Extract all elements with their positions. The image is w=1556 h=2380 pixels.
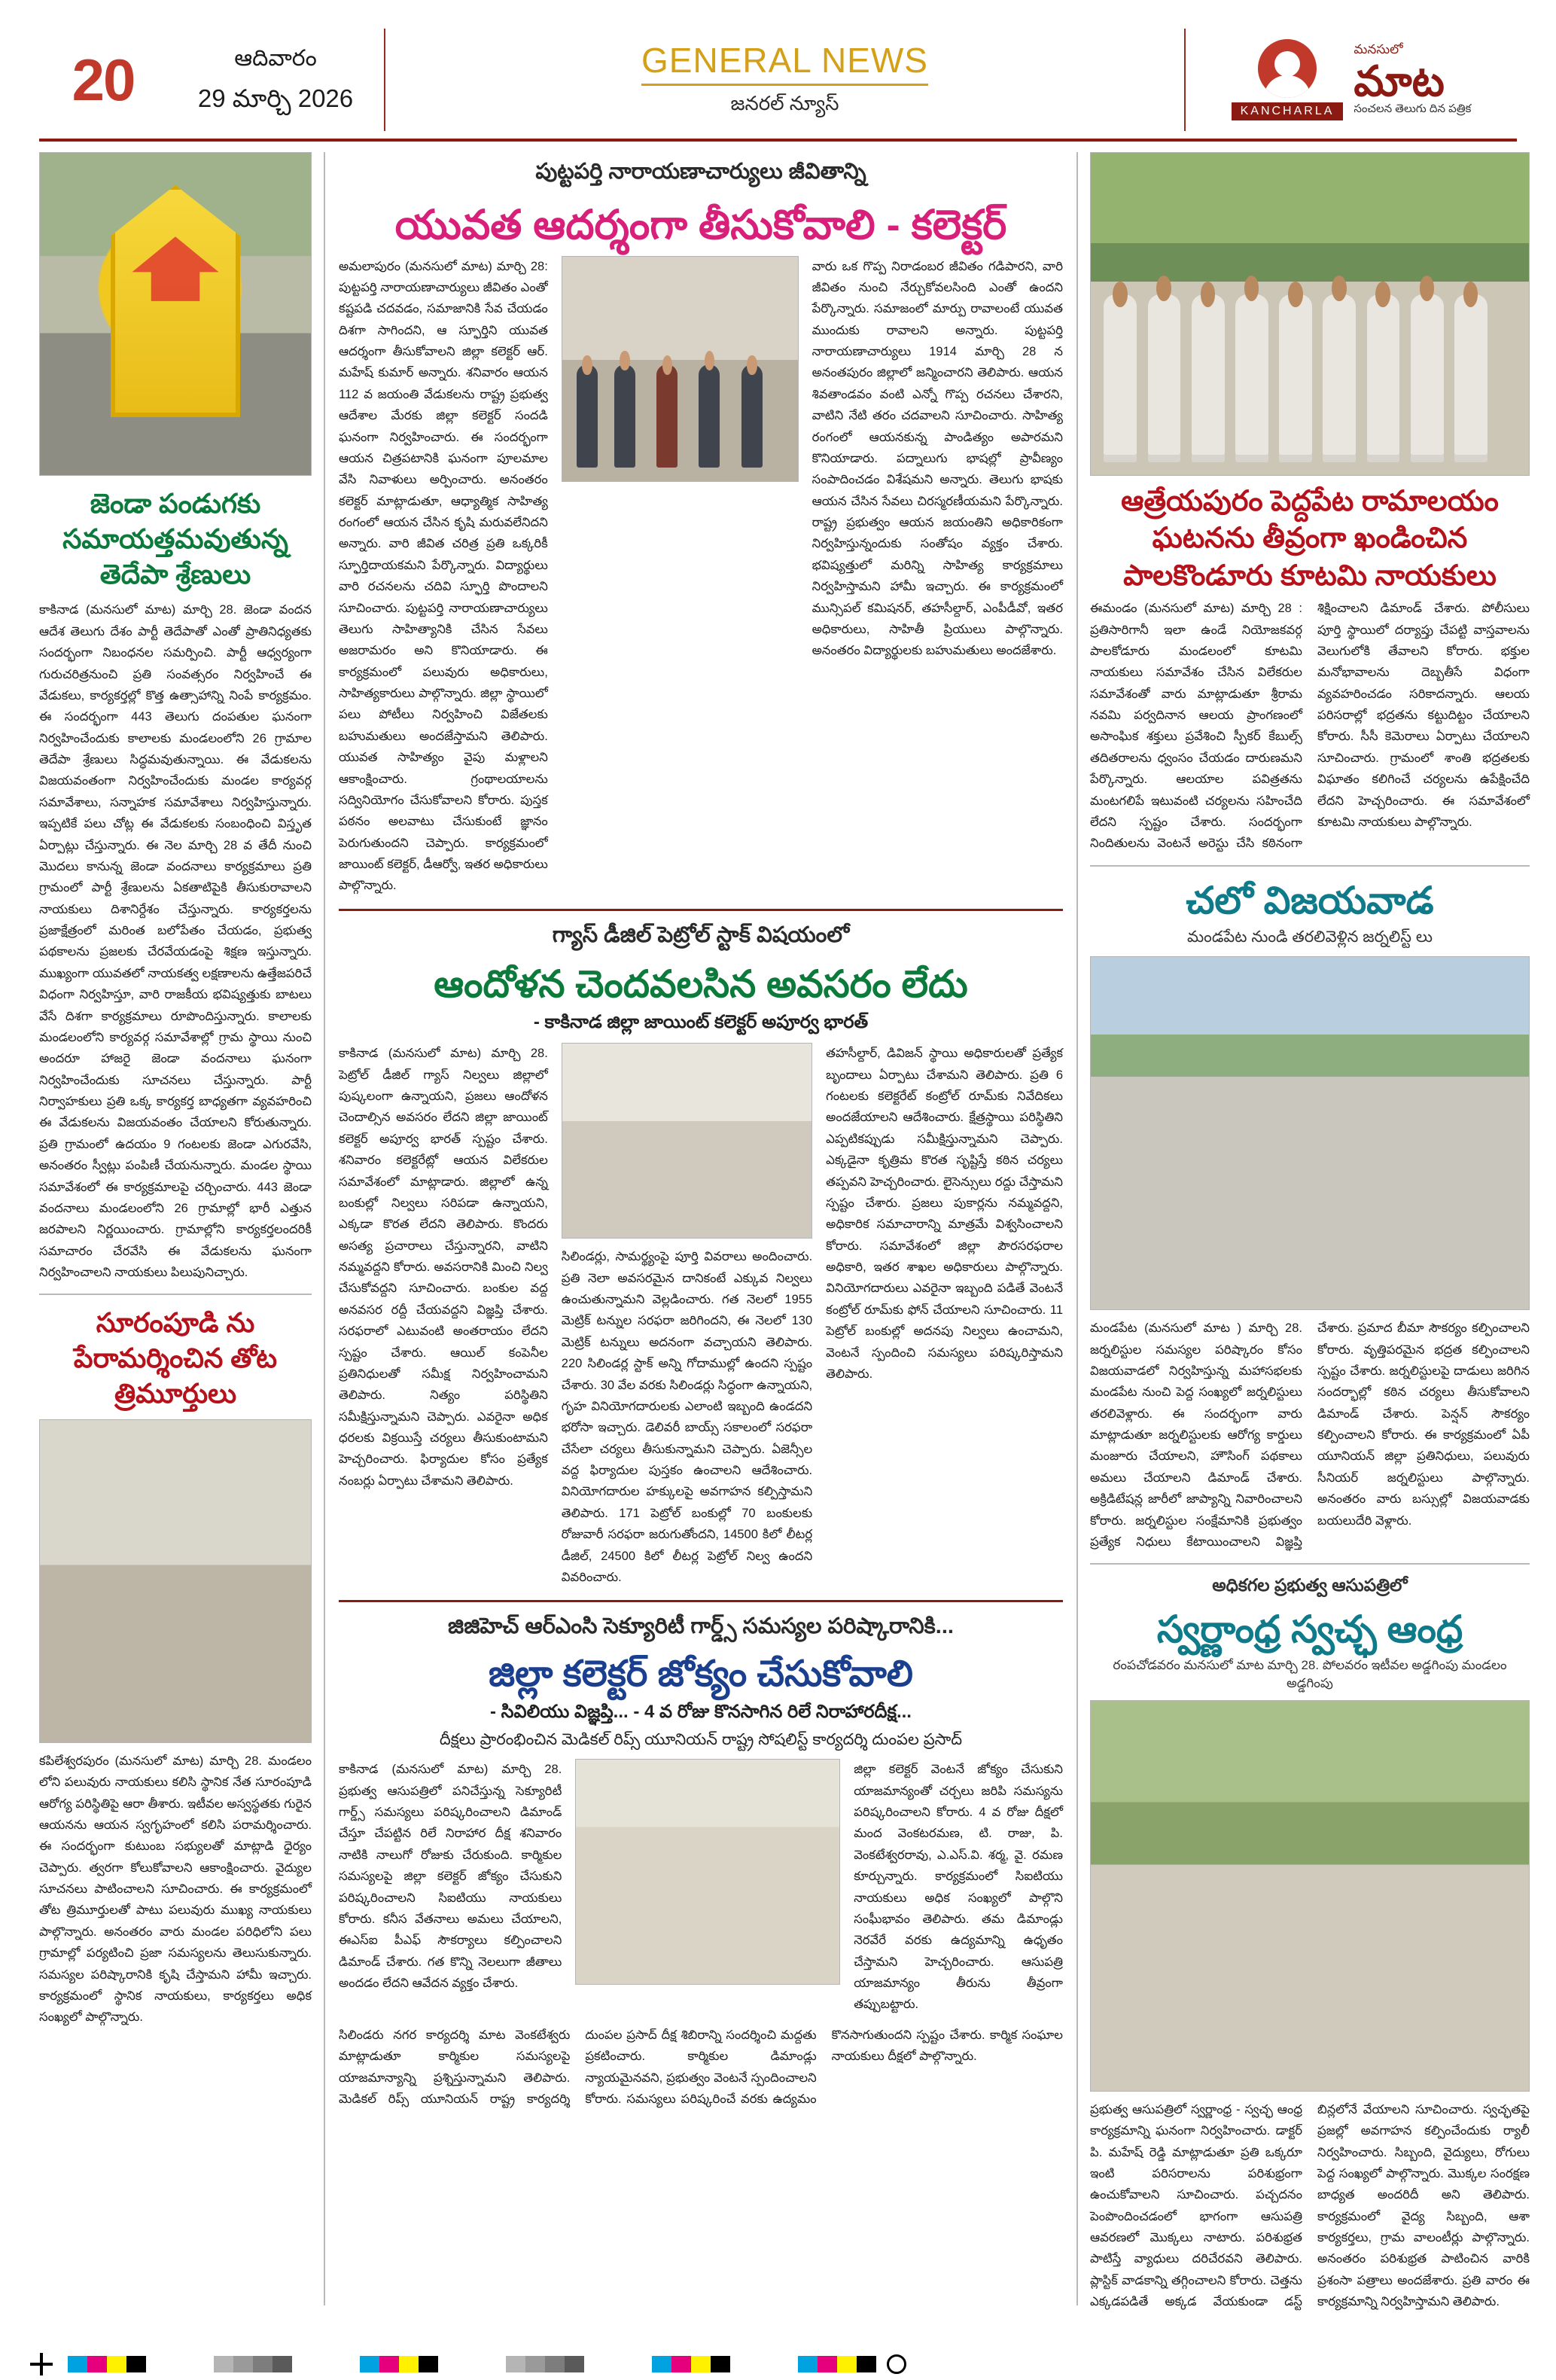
- right-body-3: ప్రభుత్వ ఆసుపత్రిలో స్వర్ణాంధ్ర - స్వచ్ఛ ఆంధ్ర కార్యక్రమాన్ని ఘనంగా నిర్వహించారు. డాక్టర్ పి. మహేష్ రెడ్డి మాట్లాడుతూ ప్రతి ఒక్కరూ ఇంటి పరిసరాలను పరిశుభ్రంగా ఉంచుకోవాలని సూచించారు. పచ్చదనం పెంపొందించడంలో భాగంగా ఆసుపత్రి ఆవరణలో మొక్కలు నాటారు. పరిశుభ్రత పాటిస్తే వ్యాధులు దరిచేరవని తెలిపారు. ప్లాస్టిక్ వాడకాన్ని తగ్గించాలని కోరారు. చెత్తను ఎక్కడపడితే అక్కడ వేయకుండా డస్ట్ బిన్లలోనే వేయాలని సూచించారు. స్వచ్ఛతపై ప్రజల్లో అవగాహన కల్పించేందుకు ర్యాలీ నిర్వహించారు. సిబ్బంది, వైద్యులు, రోగులు పెద్ద సంఖ్యలో పాల్గొన్నారు. మొక్కల సంరక్షణ బాధ్యత అందరిదీ అని తెలిపారు. కార్యక్రమంలో వైద్య సిబ్బంది, ఆశా కార్యకర్తలు, గ్రామ వాలంటీర్లు పాల్గొన్నారు. అనంతరం పరిశుభ్రత పాటించిన వారికి ప్రశంసా పత్రాలు అందజేశారు. ప్రతి వారం ఈ కార్యక్రమాన్ని నిర్వహిస్తామని తెలిపారు.: [1090, 2102, 1530, 2309]
- right-column: [1078, 152, 1530, 2309]
- story3-sub1: - సివిలియు విజ్ఞప్తి... - 4 వ రోజు కొనసాగిన రిలే నిరాహారదీక్ష...: [490, 1702, 912, 1723]
- section-title: [385, 29, 1186, 131]
- section-title-english: GENERAL NEWS: [641, 40, 928, 86]
- story3-col2: సిలిండరు నగర కార్యదర్శి మాట వెంకటేశ్వరు మాట్లాడుతూ కార్మికుల సమస్యలపై యాజమాన్యాన్ని ప్రశ్నిస్తున్నామని తెలిపారు. మెడికల్ రిప్స్ యూనియన్ రాష్ట్ర కార్యదర్శి దుంపల ప్రసాద్ దీక్ష శిబిరాన్ని సందర్శించి మద్దతు ప్రకటించారు. కార్మికుల డిమాండ్లు న్యాయమైనవని, ప్రభుత్వం వెంటనే స్పందించాలని కోరారు. సమస్యలు పరిష్కరించే వరకు ఉద్యమం కొనసాగుతుందని స్పష్టం చేశారు. కార్మిక సంఘాల నాయకులు దీక్షలో పాల్గొన్నారు.: [339, 2028, 1063, 2106]
- publication-date: [167, 29, 385, 131]
- right-body-2: మండపేట (మనసులో మాట ) మార్చి 28. జర్నలిస్టుల సమస్యల పరిష్కారం కోసం విజయవాడలో నిర్వహిస్తున్న మహాసభలకు మండపేట నుంచి పెద్ద సంఖ్యలో జర్నలిస్టులు తరలివెళ్లారు. ఈ సందర్భంగా వారు మాట్లాడుతూ జర్నలిస్టులకు ఆరోగ్య కార్డులు మంజూరు చేయాలని, హౌసింగ్ పథకాలు అమలు చేయాలని డిమాండ్ చేశారు. అక్రిడిటేషన్ల జారీలో జాప్యాన్ని నివారించాలని కోరారు. జర్నలిస్టుల సంక్షేమానికి ప్రభుత్వం ప్రత్యేక నిధులు కేటాయించాలని విజ్ఞప్తి చేశారు. ప్రమాద బీమా సౌకర్యం కల్పించాలని కోరారు. వృత్తిపరమైన భద్రత కల్పించాలని స్పష్టం చేశారు. జర్నలిస్టులపై దాడులు జరిగిన సందర్భాల్లో కఠిన చర్యలు తీసుకోవాలని డిమాండ్ చేశారు. పెన్షన్ సౌకర్యం కల్పించాలని కోరారు. ఈ కార్యక్రమంలో ఏపీ యూనియన్ జిల్లా ప్రతినిధులు, పలువురు సీనియర్ జర్నలిస్టులు పాల్గొన్నారు. అనంతరం వారు బస్సుల్లో విజయవాడకు బయలుదేరి వెళ్లారు.: [1090, 1321, 1530, 1549]
- middle-column: [325, 152, 1078, 2305]
- left-body-1: కాకినాడ (మనసులో మాట) మార్చి 28. జెండా వందన ఆదేశ తెలుగు దేశం పార్టీ తెదేపాతో ఎంతో ప్రాతినిధ్యతకు సందర్భంగా నిబంధనల సమర్పించి. పార్టీ ఆధ్వర్యంగా గురుచరిత్రనుంచి ప్రతి సంవత్సరం నిర్వహించే ఈ వేడుకలు, కార్యకర్తల్లో కొత్త ఉత్సాహాన్ని నింపే కార్యక్రమం. ఈ సందర్భంగా 443 తెలుగు దంపతుల ఘనంగా నిర్వహించేందుకు కాలాలకు మండలంలోని 26 గ్రామాల తెదేపా శ్రేణులు సిద్ధమవుతున్నాయి. ఈ వేడుకలను విజయవంతంగా నిర్వహించేందుకు మండల కార్యవర్గ సమావేశాలు, సన్నాహక సమావేశాలు నిర్వహిస్తున్నారు. ఇప్పటికే పలు చోట్ల ఈ వేడుకలకు సంబంధించి విస్తృత ఏర్పాట్లు చేస్తున్నారు. ఈ నెల మార్చి 28 వ తేదీ నుంచి మొదలు కానున్న జెండా వందనాలు కార్యక్రమాలు ప్రతి గ్రామంలో పార్టీ శ్రేణులను ఏకతాటిపైకి తీసుకురావాలని నాయకులు దిశానిర్దేశం చేస్తున్నారు. కార్యకర్తలను ప్రజాక్షేత్రంలో మరింత బలోపేతం చేయడం, ప్రభుత్వ పథకాలను ప్రజలకు చేరవేయడంపై శిక్షణ ఇస్తున్నారు. ముఖ్యంగా యువతలో నాయకత్వ లక్షణాలను ఉత్తేజపరిచే విధంగా నిర్వహిస్తూ, వారి రాజకీయ భవిష్యత్తుకు బాటలు వేసే దిశగా కార్యక్రమాలు రూపొందిస్తున్నారు. కాలాలకు మండలంలోని కార్యవర్గ సమావేశాల్లో గ్రామ స్థాయి నుంచి అందరూ హాజరై జెండా వందనాలు ఘనంగా నిర్వహించేందుకు సూచనలు చేస్తున్నారు. పార్టీ నిర్వాహకులు ప్రతి ఒక్క కార్యకర్త బాధ్యతగా వ్యవహరించి ఈ వేడుకలను విజయవంతం చేయాలని కోరుతున్నారు. ప్రతి గ్రామంలో ఉదయం 9 గంటలకు జెండా ఎగురవేసి, అనంతరం స్వీట్లు పంపిణీ చేయనున్నారు. మండల స్థాయి సమావేశంలో ఈ కార్యక్రమాలపై చర్చించారు. 443 జెండా వందనాలు మండలంలోని 26 గ్రామాల్లో భారీ ఎత్తున జరపాలని నిర్ణయించారు. గ్రామాల్లోని కార్యకర్తలందరికీ సమాచారం చేరవేసి ఈ వేడుకలను ఘనంగా నిర్వహించాలని నాయకులు పిలుపునిచ్చారు.: [39, 603, 312, 1280]
- publication-logo: [1186, 29, 1517, 131]
- journalists-street-photo: [1090, 956, 1530, 1310]
- color-swatch-group-2: [214, 2356, 292, 2372]
- right-sub-3: అధికగల ప్రభుత్వ ఆసుపత్రిలో: [1212, 1575, 1408, 1595]
- collector-meeting-photo: [562, 256, 799, 482]
- story2-col3: తహసీల్దార్, డివిజన్ స్థాయి అధికారులతో ప్రత్యేక బృందాలు ఏర్పాటు చేశామని తెలిపారు. ప్రతి 6 గంటలకు కలెక్టరేట్ కంట్రోల్ రూమ్‌కు నివేదికలు అందజేయాలని ఆదేశించారు. క్షేత్రస్థాయి పరిస్థితిని ఎప్పటికప్పుడు సమీక్షిస్తున్నామని చెప్పారు. ఎక్కడైనా కృత్రిమ కొరత సృష్టిస్తే కఠిన చర్యలు తప్పవని హెచ్చరించారు. లైసెన్సులు రద్దు చేస్తామని స్పష్టం చేశారు. ప్రజలు పుకార్లను నమ్మవద్దని, అధికారిక సమాచారాన్ని మాత్రమే విశ్వసించాలని కోరారు. సమావేశంలో జిల్లా పౌరసరఫరాల అధికారి, ఇతర శాఖల అధికారులు పాల్గొన్నారు. వినియోగదారులు ఎవరైనా ఇబ్బంది పడితే వెంటనే కంట్రోల్ రూమ్‌కు ఫోన్ చేయాలని సూచించారు. 11 పెట్రోల్ బంకుల్లో అదనపు నిల్వలు ఉంచామని, వెంటనే స్పందించి సమస్యలు పరిష్కరిస్తామని తెలిపారు.: [826, 1047, 1063, 1381]
- story1-col2: వారు ఒక గొప్ప నిరాడంబర జీవితం గడిపారని, వారి జీవితం నుంచి నేర్చుకోవలసింది ఎంతో ఉందని పేర్కొన్నారు. సమాజంలో మార్పు రావాలంటే యువత ముందుకు రావాలని అన్నారు. పుట్టపర్తి నారాయణాచార్యులు 1914 మార్చి 28 న అనంతపురం జిల్లాలో జన్మించారని తెలిపారు. ఆయన శివతాండవం వంటి ఎన్నో గొప్ప రచనలు చేశారని, వాటిని నేటి తరం చదవాలని సూచించారు. సాహిత్య రంగంలో ఆయనకున్న పాండిత్యం అపారమని కొనియాడారు. పద్నాలుగు భాషల్లో ప్రావీణ్యం సంపాదించడం విశేషమని అన్నారు. తెలుగు భాషకు ఆయన చేసిన సేవలు చిరస్మరణీయమని పేర్కొన్నారు. రాష్ట్ర ప్రభుత్వం ఆయన జయంతిని అధికారికంగా నిర్వహిస్తున్నందుకు సంతోషం వ్యక్తం చేశారు. భవిష్యత్తులో మరిన్ని సాహిత్య కార్యక్రమాలు నిర్వహిస్తామని హామీ ఇచ్చారు. ఈ కార్యక్రమంలో మున్సిపల్ కమిషనర్, తహసీల్దార్, ఎంపీడీవో, ఇతర అధికారులు, సాహితీ ప్రియులు పాల్గొన్నారు. అనంతరం విద్యార్థులకు బహుమతులు అందజేశారు.: [811, 259, 1063, 658]
- page-content: [39, 152, 1530, 2309]
- plantation-photo: [1090, 1700, 1530, 2092]
- story2-block: [339, 1043, 1063, 1588]
- color-swatch-group-3: [360, 2356, 438, 2372]
- story1-block: [339, 256, 1063, 897]
- right-sub-2: మండపేట నుండి తరలివెళ్లిన జర్నలిస్ట్ లు: [1186, 928, 1433, 946]
- page-number: 20: [72, 46, 135, 113]
- logo-kancharla-label: KANCHARLA: [1232, 102, 1344, 120]
- left-headline-2: సూరంపూడి ను పేరామర్శించిన తోట త్రిమూర్తులు: [73, 1307, 278, 1409]
- press-conference-photo: [562, 1043, 812, 1239]
- masthead: [39, 29, 1517, 142]
- left-column: [39, 152, 325, 2305]
- color-swatch-group-5: [652, 2356, 730, 2372]
- story1-col1: అమలాపురం (మనసులో మాట) మార్చి 28: పుట్టపర్తి నారాయణాచార్యులు జీవితం ఎంతో కష్టపడి చదవడం, సమాజానికి సేవ చేయడం దిశగా సాగిందని, ఆ స్ఫూర్తిని యువత ఆదర్శంగా తీసుకోవాలని జిల్లా కలెక్టర్ ఆర్. మహేష్ కుమార్ అన్నారు. శనివారం ఆయన 112 వ జయంతి వేడుకలను రాష్ట్ర ప్రభుత్వ ఆదేశాల మేరకు జిల్లా కలెక్టర్ సందడి ఘనంగా నిర్వహించారు. ఈ సందర్భంగా ఆయన చిత్రపటానికి ఘనంగా పూలమాల వేసి నివాళులు అర్పించారు. అనంతరం కలెక్టర్ మాట్లాడుతూ, ఆధ్యాత్మిక సాహిత్య రంగంలో ఆయన చేసిన కృషి మరువలేనిదని అన్నారు. వారి జీవిత చరిత్ర ప్రతి ఒక్కరికీ స్ఫూర్తిదాయకమని పేర్కొన్నారు. విద్యార్థులు వారి రచనలను చదివి స్ఫూర్తి పొందాలని సూచించారు. పుట్టపర్తి నారాయణాచార్యులు తెలుగు సాహిత్యానికి చేసిన సేవలు అజరామరం అని కొనియాడారు. ఈ కార్యక్రమంలో పలువురు అధికారులు, సాహిత్యకారులు పాల్గొన్నారు. జిల్లా స్థాయిలో పలు పోటీలు నిర్వహించి విజేతలకు బహుమతులు అందజేస్తామని తెలిపారు. యువత సాహిత్యం వైపు మళ్లాలని ఆకాంక్షించారు. గ్రంథాలయాలను సద్వినియోగం చేసుకోవాలని కోరారు. పుస్తక పఠనం అలవాటు చేసుకుంటే జ్ఞానం పెరుగుతుందని చెప్పారు. కార్యక్రమంలో జాయింట్ కలెక్టర్, డీఆర్వో, ఇతర అధికారులు పాల్గొన్నారు.: [339, 259, 548, 893]
- story1-headline: యువత ఆదర్శంగా తీసుకోవాలి - కలెక్టర్: [394, 203, 1007, 248]
- color-swatch-group-1: [68, 2356, 146, 2372]
- right-headline-3: స్వర్ణాంధ్ర స్వచ్ఛ ఆంధ్ర: [1156, 1608, 1463, 1651]
- story2-byline: - కాకినాడ జిల్లా జాయింట్ కలెక్టర్ అపూర్వ భారత్: [533, 1012, 869, 1033]
- print-registration-bar: [0, 2348, 1556, 2380]
- story2-col1: కాకినాడ (మనసులో మాట) మార్చి 28. పెట్రోల్ డీజిల్ గ్యాస్ నిల్వలు జిల్లాలో పుష్కలంగా ఉన్నాయని, ప్రజలు ఆందోళన చెందాల్సిన అవసరం లేదని జిల్లా జాయింట్ కలెక్టర్ అపూర్వ భారత్ స్పష్టం చేశారు. శనివారం కలెక్టరేట్లో ఆయన విలేకరుల సమావేశంలో మాట్లాడారు. జిల్లాలో ఉన్న బంకుల్లో నిల్వలు సరిపడా ఉన్నాయని, ఎక్కడా కొరత లేదని తెలిపారు. కొందరు అసత్య ప్రచారాలు చేస్తున్నారని, వాటిని నమ్మవద్దని కోరారు. అవసరానికి మించి నిల్వ చేసుకోవద్దని సూచించారు. బంకుల వద్ద అనవసర రద్దీ చేయవద్దని విజ్ఞప్తి చేశారు. సరఫరాలో ఎటువంటి అంతరాయం లేదని స్పష్టం చేశారు. ఆయిల్ కంపెనీల ప్రతినిధులతో సమీక్ష నిర్వహించామని తెలిపారు. నిత్యం పరిస్థితిని సమీక్షిస్తున్నామని చెప్పారు. ఎవరైనా అధిక ధరలకు విక్రయిస్తే చర్యలు తీసుకుంటామని హెచ్చరించారు. ఫిర్యాదుల కోసం ప్రత్యేక నంబర్లు ఏర్పాటు చేశామని తెలిపారు.: [339, 1047, 548, 1488]
- story3-col1: కాకినాడ (మనసులో మాట) మార్చి 28. ప్రభుత్వ ఆసుపత్రిలో పనిచేస్తున్న సెక్యూరిటీ గార్డ్స్ సమస్యలు పరిష్కరించాలని డిమాండ్ చేస్తూ చేపట్టిన రిలే నిరాహార దీక్ష శనివారం నాటికి నాలుగో రోజుకు చేరుకుంది. కార్మికుల సమస్యలపై జిల్లా కలెక్టర్ జోక్యం చేసుకుని పరిష్కరించాలని సిఐటియు నాయకులు కోరారు. కనీస వేతనాలు అమలు చేయాలని, ఈఎస్ఐ పీఎఫ్ సౌకర్యాలు కల్పించాలని డిమాండ్ చేశారు. గత కొన్ని నెలలుగా జీతాలు అందడం లేదని ఆవేదన వ్యక్తం చేశారు.: [339, 1763, 562, 1990]
- section-title-telugu: జనరల్ న్యూస్: [730, 92, 839, 114]
- logo-top-label: మనసులో: [1354, 41, 1403, 56]
- right-headline-1: ఆత్రేయపురం పెద్దపేట రామాలయం ఘటనను తీవ్రంగా ఖండించిన పాలకొండూరు కూటమి నాయకులు: [1121, 486, 1499, 592]
- flag-stone-photo: [39, 152, 312, 476]
- story2-col2: సిలిండర్లు, సామర్థ్యంపై పూర్తి వివరాలు అందించారు. ప్రతి నెలా అవసరమైన దానికంటే ఎక్కువ నిల్వలు ఉంచుతున్నామని వెల్లడించారు. గత నెలలో 1955 మెట్రిక్ టన్నుల సరఫరా జరిగిందని, ఈ నెలలో 130 మెట్రిక్ టన్నులు అదనంగా వచ్చాయని తెలిపారు. 220 సిలిండర్ల స్టాక్ అన్ని గోదాముల్లో ఉందని స్పష్టం చేశారు. 30 వేల వరకు సిలిండర్లు సిద్ధంగా ఉన్నాయని, గృహ వినియోగదారులకు ఎలాంటి ఇబ్బంది ఉండదని భరోసా ఇచ్చారు. డెలివరీ బాయ్స్ సకాలంలో సరఫరా చేసేలా చర్యలు తీసుకున్నామని చెప్పారు. ఏజెన్సీల వద్ద ఫిర్యాదుల పుస్తకం ఉంచాలని ఆదేశించారు. వినియోగదారుల హక్కులపై అవగాహన కల్పిస్తామని తెలిపారు. 171 పెట్రోల్ బంకుల్లో 70 బంకులకు రోజువారీ సరఫరా జరుగుతోందని, 14500 కిలో లీటర్ల డీజిల్, 24500 కిలో లీటర్ల పెట్రోల్ నిల్వ ఉందని వివరించారు.: [561, 1250, 813, 1584]
- story3-kicker: జిజిహెచ్ ఆర్ఎంసి సెక్యూరిటీ గార్డ్స్ సమస్యల పరిష్కారానికి...: [448, 1614, 954, 1639]
- left-headline-1: జెండా పండుగకు సమాయత్తమవుతున్న తెదేపా శ్రేణులు: [62, 488, 288, 590]
- logo-tagline: సంచలన తెలుగు దిన పత్రిక: [1354, 102, 1472, 115]
- right-headline-2: చలో విజయవాడ: [1186, 879, 1434, 922]
- story3-block: [339, 1759, 1063, 2016]
- story2-headline: ఆందోళన చెందవలసిన అవసరం లేదు: [434, 962, 968, 1005]
- group-meeting-photo: [1090, 152, 1530, 476]
- color-swatch-group-6: [798, 2356, 876, 2372]
- right-body-1: ఈమండం (మనసులో మాట) మార్చి 28 : ప్రతిసారిగానీ ఇలా ఉండే నియోజకవర్గ పాలకోడూరు మండలంలో కూటమి నాయకులు సమావేశం చేసిన విలేకరుల సమావేశంతో వారు మాట్లాడుతూ శ్రీరామ నవమి పర్వదినాన ఆలయ ప్రాంగణంలో అసాంఘిక శక్తులు ప్రవేశించి స్పీకర్ కేబుల్స్ తదితరాలను ధ్వంసం చేయడం దారుణమని పేర్కొన్నారు. ఆలయాల పవిత్రతను మంటగలిపే ఇటువంటి చర్యలను సహించేది లేదని స్పష్టం చేశారు. సందర్భంగా నిందితులను వెంటనే అరెస్టు చేసి కఠినంగా శిక్షించాలని డిమాండ్ చేశారు. పోలీసులు పూర్తి స్థాయిలో దర్యాప్తు చేపట్టి వాస్తవాలను వెలుగులోకి తేవాలని కోరారు. భక్తుల మనోభావాలను దెబ్బతీసే విధంగా వ్యవహరించడం సరికాదన్నారు. ఆలయ పరిసరాల్లో భద్రతను కట్టుదిట్టం చేయాలని కోరారు. సీసీ కెమెరాలు ఏర్పాటు చేయాలని సూచించారు. గ్రామంలో శాంతి భద్రతలకు విఘాతం కలిగించే చర్యలను ఉపేక్షించేది లేదని హెచ్చరించారు. ఈ సమావేశంలో కూటమి నాయకులు పాల్గొన్నారు.: [1090, 602, 1530, 851]
- logo-face-icon: [1258, 39, 1317, 98]
- story1-kicker: పుట్టపర్తి నారాయణాచార్యులు జీవితాన్ని: [535, 160, 866, 184]
- right-sub-3b: రంపచోడవరం మనసులో మాట మార్చి 28. పోలవరం ఇటీవల అడ్డగింపు మండలం అడ్డగింపు: [1113, 1657, 1507, 1690]
- story3-headline: జిల్లా కలెక్టర్ జోక్యం చేసుకోవాలి: [489, 1654, 913, 1695]
- date-label: 29 మార్చి 2026: [197, 84, 354, 113]
- story2-kicker: గ్యాస్ డీజిల్ పెట్రోల్ స్టాక్ విషయంలో: [552, 922, 850, 947]
- color-swatch-group-4: [506, 2356, 584, 2372]
- story3-sub2: దీక్షలు ప్రారంభించిన మెడికల్ రిప్స్ యూనియన్ రాష్ట్ర సోషలిస్ట్ కార్యదర్శి దుంపల ప్రసాద్: [439, 1731, 963, 1749]
- registration-cross-icon: [30, 2353, 53, 2375]
- day-label: ఆదివారం: [234, 46, 317, 72]
- seated-visit-photo: [39, 1419, 312, 1743]
- story3-col3: జిల్లా కలెక్టర్ వెంటనే జోక్యం చేసుకుని యాజమాన్యంతో చర్చలు జరిపి సమస్యను పరిష్కరించాలని కోరారు. 4 వ రోజు దీక్షలో మంద వెంకటరమణ, టి. రాజు, పి. వెంకటేశ్వరరావు, ఎ.ఎస్.వి. శర్మ, వై. రమణ కూర్చున్నారు. కార్యక్రమంలో సిఐటియు నాయకులు అధిక సంఖ్యలో పాల్గొని సంఘీభావం తెలిపారు. తమ డిమాండ్లు నెరవేరే వరకు ఉద్యమాన్ని ఉధృతం చేస్తామని హెచ్చరించారు. ఆసుపత్రి యాజమాన్యం తీరును తీవ్రంగా తప్పుబట్టారు.: [854, 1763, 1063, 2012]
- logo-main-label: మాట: [1354, 56, 1445, 105]
- left-body-2: కపిలేశ్వరపురం (మనసులో మాట) మార్చి 28. మండలం లోని పలువురు నాయకులు కలిసి స్థానిక నేత సూరంపూడి ఆరోగ్య పరిస్థితిపై ఆరా తీశారు. ఇటీవల అస్వస్థతకు గురైన ఆయనను ఆయన స్వగృహంలో కలిసి పరామర్శించారు. ఈ సందర్భంగా కుటుంబ సభ్యులతో మాట్లాడి ధైర్యం చెప్పారు. త్వరగా కోలుకోవాలని ఆకాంక్షించారు. వైద్యుల సూచనలు పాటించాలని సూచించారు. ఈ కార్యక్రమంలో తోట త్రిమూర్తులతో పాటు పలువురు ముఖ్య నాయకులు పాల్గొన్నారు. అనంతరం వారు మండల పరిధిలోని పలు గ్రామాల్లో పర్యటించి ప్రజా సమస్యలను తెలుసుకున్నారు. సమస్యల పరిష్కారానికి కృషి చేస్తామని హామీ ఇచ్చారు. కార్యక్రమంలో స్థానిక నాయకులు, కార్యకర్తలు అధిక సంఖ్యలో పాల్గొన్నారు.: [39, 1754, 312, 2025]
- registration-circle-icon: [887, 2354, 906, 2374]
- citu-protest-photo: [575, 1759, 840, 1985]
